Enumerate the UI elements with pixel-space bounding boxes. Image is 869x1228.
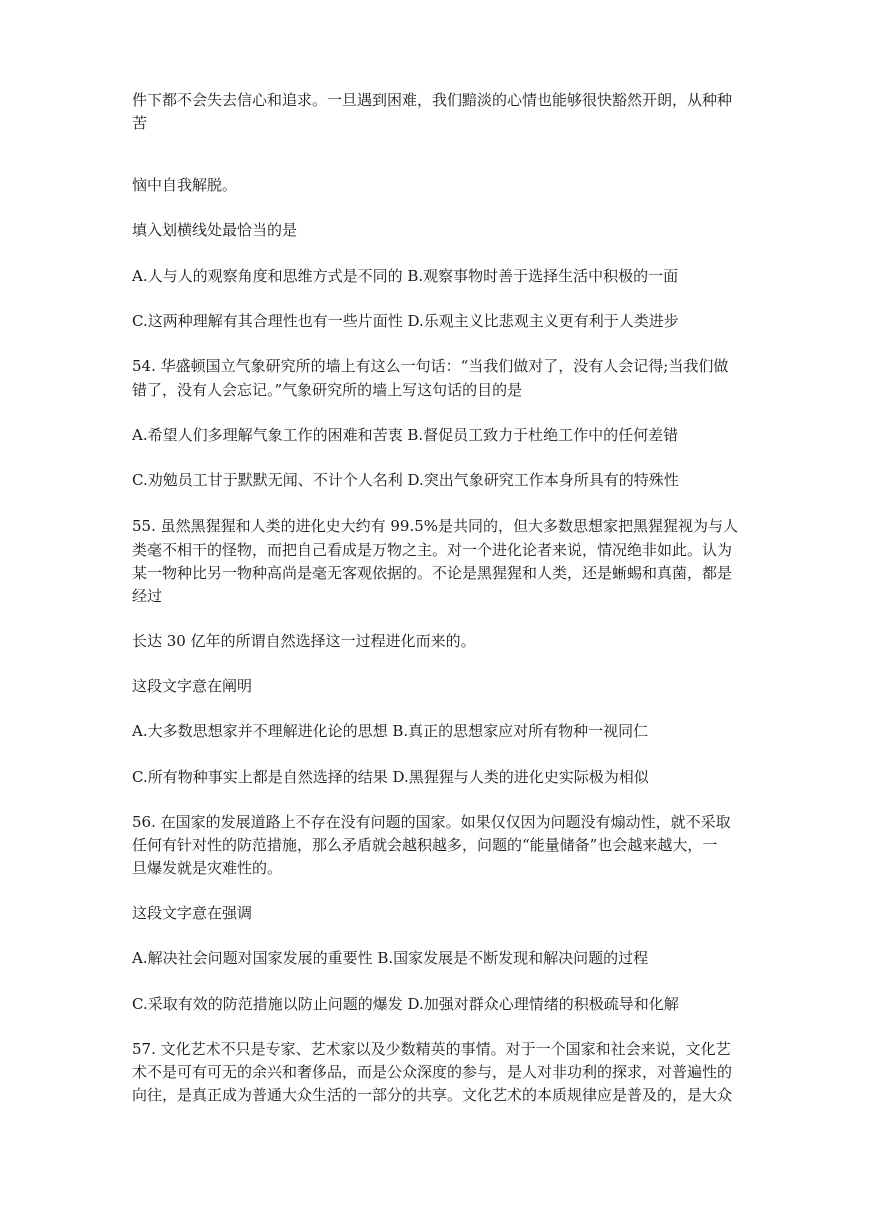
- answer-options-line: C.劝勉员工甘于默默无闻、不计个人名利 D.突出气象研究工作本身所具有的特殊性: [132, 471, 679, 489]
- answer-options-line: C.采取有效的防范措施以防止问题的爆发 D.加强对群众心理情绪的积极疏导和化解: [132, 995, 679, 1013]
- text-line: 恼中自我解脱。: [132, 176, 238, 194]
- answer-options-line: A.大多数思想家并不理解进化论的思想 B.真正的思想家应对所有物种一视同仁: [132, 722, 649, 740]
- question-57-text: 向往，是真正成为普通大众生活的一部分的共享。文化艺术的本质规律应是普及的，是大众: [132, 1086, 733, 1104]
- answer-options-line: A.解决社会问题对国家发展的重要性 B.国家发展是不断发现和解决问题的过程: [132, 949, 649, 967]
- question-54-text: 54. 华盛顿国立气象研究所的墙上有这么一句话：“当我们做对了，没有人会记得;当我们做: [132, 357, 729, 375]
- question-56-text: 任何有针对性的防范措施，那么矛盾就会越积越多，问题的“能量储备”也会越来越大，一: [132, 836, 718, 854]
- text-line: 件下都不会失去信心和追求。一旦遇到困难，我们黯淡的心情也能够很快豁然开朗，从种种: [132, 91, 733, 109]
- question-57-text: 57. 文化艺术不只是专家、艺术家以及少数精英的事情。对于一个国家和社会来说，文化艺: [132, 1040, 731, 1058]
- question-54-text: 错了，没有人会忘记。”气象研究所的墙上写这句话的目的是: [132, 381, 523, 399]
- answer-options-line: A.人与人的观察角度和思维方式是不同的 B.观察事物时善于选择生活中积极的一面: [132, 267, 679, 285]
- question-56-text: 旦爆发就是灾难性的。: [132, 859, 283, 877]
- answer-options-line: C.这两种理解有其合理性也有一些片面性 D.乐观主义比悲观主义更有利于人类进步: [132, 312, 679, 330]
- question-55-text: 55. 虽然黑猩猩和人类的进化史大约有 99.5%是共同的，但大多数思想家把黑猩猩视为与人: [132, 517, 739, 535]
- question-56-text: 56. 在国家的发展道路上不存在没有问题的国家。如果仅仅因为问题没有煽动性，就不采取: [132, 813, 731, 831]
- question-55-text: 经过: [132, 587, 163, 605]
- question-55-text: 类毫不相干的怪物，而把自己看成是万物之主。对一个进化论者来说，情况绝非如此。认为: [132, 541, 733, 559]
- question-55-text: 长达 30 亿年的所谓自然选择这一过程进化而来的。: [132, 632, 476, 650]
- answer-options-line: A.希望人们多理解气象工作的困难和苦衷 B.督促员工致力于杜绝工作中的任何差错: [132, 426, 679, 444]
- question-55-text: 某一物种比另一物种高尚是毫无客观依据的。不论是黑猩猩和人类，还是蜥蜴和真菌，都是: [132, 564, 733, 582]
- question-prompt: 这段文字意在阐明: [132, 677, 253, 695]
- question-57-text: 术不是可有可无的余兴和奢侈品，而是公众深度的参与，是人对非功利的探求，对普遍性的: [132, 1063, 733, 1081]
- text-line: 填入划横线处最恰当的是: [132, 221, 298, 239]
- question-prompt: 这段文字意在强调: [132, 904, 253, 922]
- answer-options-line: C.所有物种事实上都是自然选择的结果 D.黑猩猩与人类的进化史实际极为相似: [132, 768, 649, 786]
- text-line: 苦: [132, 114, 148, 132]
